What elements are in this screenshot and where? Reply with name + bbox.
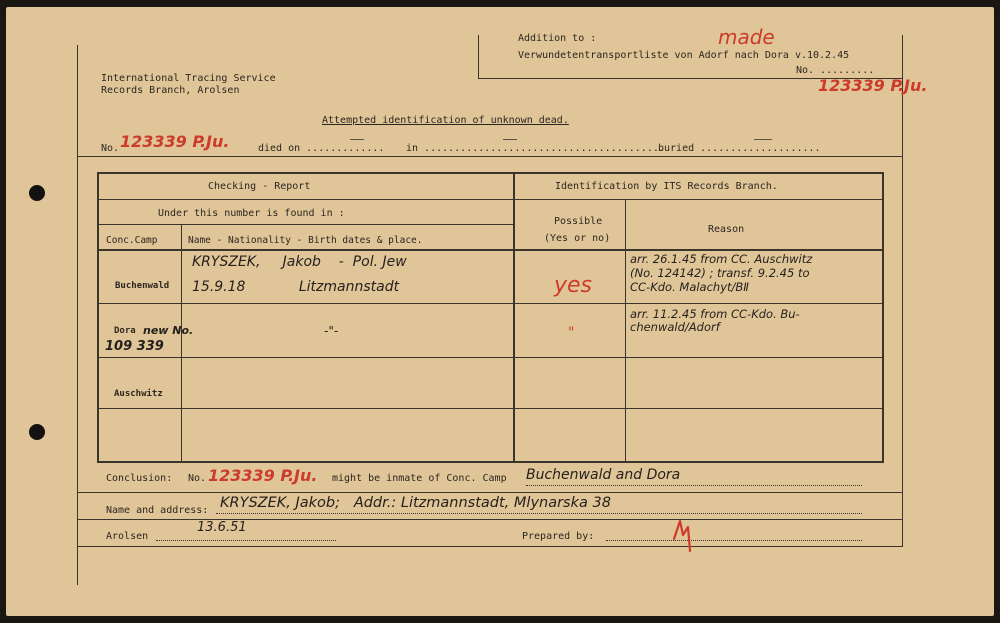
name-address-value: KRYSZEK, Jakob; Addr.: Litzmannstadt, Mlynarska 38 xyxy=(220,495,611,511)
record-underline xyxy=(77,156,903,157)
pencil-mark-2 xyxy=(503,139,517,140)
conclusion-middle-text: might be inmate of Conc. Camp xyxy=(332,473,507,484)
under-number-header: Under this number is found in : xyxy=(158,208,345,219)
arolsen-date: 13.6.51 xyxy=(197,520,247,535)
name-address-label: Name and address: xyxy=(106,505,209,516)
record-no-label: No. xyxy=(101,143,120,154)
transport-list-text: Verwundetentransportliste von Adorf nach Dora v.10.2.45 xyxy=(518,50,850,61)
conclusion-no-value: 123339 P.Ju. xyxy=(208,466,318,485)
table-border-top xyxy=(97,172,884,174)
row-2-camp-note-1: new No. xyxy=(143,324,194,337)
row-1-reason-line-2: (No. 124142) ; transf. 9.2.45 to xyxy=(630,266,810,280)
name-dotted-line xyxy=(216,513,862,514)
right-margin-line xyxy=(902,35,903,547)
header-red-number: 123339 P.Ju. xyxy=(818,76,928,95)
red-note-made: made xyxy=(718,25,775,49)
row-1-camp: Buchenwald xyxy=(115,281,170,291)
identification-header: Identification by ITS Records Branch. xyxy=(555,181,778,192)
row-1-bottom xyxy=(97,303,884,304)
row-2-camp-note-2: 109 339 xyxy=(105,339,164,354)
row-1-possible: yes xyxy=(554,273,593,298)
row-2-reason-line-1: arr. 11.2.45 from CC-Kdo. Bu- xyxy=(630,307,800,321)
punch-hole-top xyxy=(29,185,45,201)
arolsen-label: Arolsen xyxy=(106,531,149,542)
row-2-possible-ditto: " xyxy=(568,325,575,341)
died-on-label: died on ............. xyxy=(258,143,385,154)
addition-label: Addition to : xyxy=(518,33,597,44)
row-2-name-ditto: -"- xyxy=(324,324,339,338)
row-3-bottom xyxy=(97,408,884,409)
index-card xyxy=(6,7,994,616)
card-title: Attempted identification of unknown dead. xyxy=(322,115,569,126)
camp-column-divider xyxy=(181,224,182,463)
col-possible-header-2: (Yes or no) xyxy=(544,233,611,244)
conclusion-no-label: No. xyxy=(188,473,207,484)
conclusion-label: Conclusion: xyxy=(106,473,173,484)
conclusion-dotted-line xyxy=(526,485,862,486)
row-2-bottom xyxy=(97,357,884,358)
row-1-reason-line-1: arr. 26.1.45 from CC. Auschwitz xyxy=(630,252,813,266)
table-border-left xyxy=(97,172,99,463)
conclusion-camp-value: Buchenwald and Dora xyxy=(526,467,681,483)
col-camp-header: Conc.Camp xyxy=(106,235,158,246)
row-2-reason-line-2: chenwald/Adorf xyxy=(630,320,720,334)
table-border-bottom xyxy=(97,461,884,463)
pencil-mark-1 xyxy=(350,139,364,140)
in-label: in ........................................ xyxy=(406,143,665,154)
row-1-name-line-1: KRYSZEK, Jakob - Pol. Jew xyxy=(192,254,407,270)
row-3-camp: Auschwitz xyxy=(114,389,163,399)
arolsen-underline xyxy=(77,546,903,547)
checking-report-header: Checking - Report xyxy=(208,181,311,192)
conclusion-underline xyxy=(77,492,903,493)
prepared-dotted-line xyxy=(606,540,862,541)
row-2-camp: Dora xyxy=(114,326,136,336)
pencil-mark-3 xyxy=(754,139,772,140)
institution-line-2: Records Branch, Arolsen xyxy=(101,85,240,96)
prepared-by-label: Prepared by: xyxy=(522,531,595,542)
table-center-divider xyxy=(513,172,515,463)
header-no-label: No. ......... xyxy=(796,65,875,76)
left-margin-line xyxy=(77,45,78,585)
row-1-name-line-2: 15.9.18 Litzmannstadt xyxy=(192,279,400,295)
arolsen-dotted-line xyxy=(156,540,336,541)
column-header-line xyxy=(97,249,884,251)
buried-label: buried .................... xyxy=(658,143,821,154)
header-row-line xyxy=(97,199,884,200)
subheader-line-left xyxy=(97,224,515,225)
table-border-right xyxy=(882,172,884,463)
possible-column-divider xyxy=(625,199,626,463)
col-reason-header: Reason xyxy=(708,224,745,235)
punch-hole-bottom xyxy=(29,424,45,440)
col-name-header: Name - Nationality - Birth dates & place. xyxy=(188,235,423,246)
record-no-value: 123339 P.Ju. xyxy=(120,132,230,151)
row-1-reason-line-3: CC-Kdo. Malachyt/BⅡ xyxy=(630,280,749,294)
col-possible-header-1: Possible xyxy=(554,216,603,227)
addition-box-left xyxy=(478,35,479,79)
red-initials-signature xyxy=(670,517,698,553)
institution-line-1: International Tracing Service xyxy=(101,73,276,84)
